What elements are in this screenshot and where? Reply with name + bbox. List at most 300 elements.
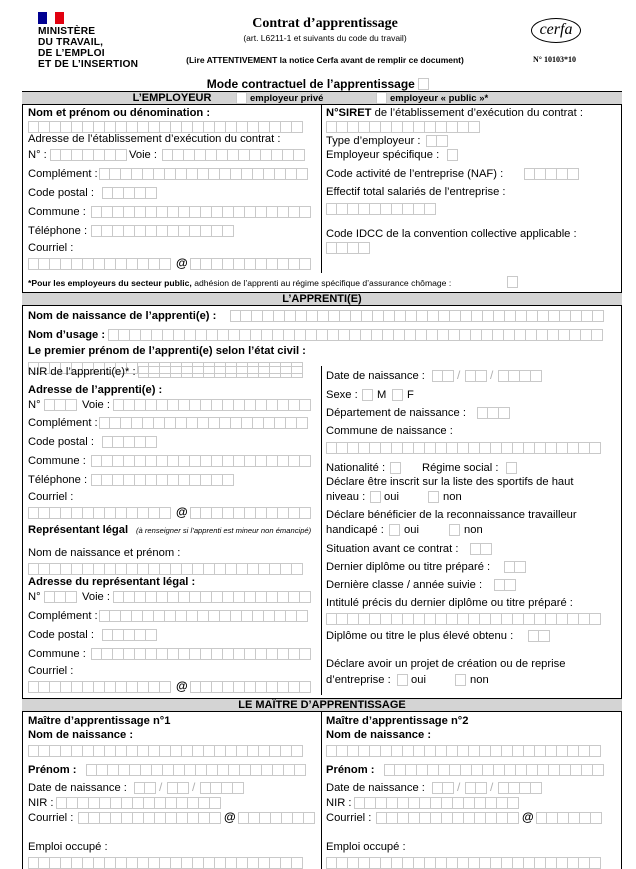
char-box	[61, 507, 72, 519]
char-box	[226, 857, 237, 869]
char-box	[486, 797, 497, 809]
public-employer-checkbox[interactable]	[376, 92, 387, 104]
char-box	[267, 648, 278, 660]
handicap-yes-checkbox[interactable]	[389, 524, 400, 536]
char-box	[425, 613, 436, 625]
situation-field[interactable]	[470, 543, 492, 555]
char-box	[165, 168, 176, 180]
apprentice-number-label: N°	[28, 399, 41, 411]
char-box	[248, 745, 259, 757]
employer-email-domain-field[interactable]	[190, 258, 311, 270]
char-box	[557, 745, 568, 757]
char-box	[289, 648, 300, 660]
char-box	[267, 258, 278, 270]
char-box	[163, 329, 174, 341]
char-box	[28, 121, 39, 133]
char-box	[83, 149, 94, 161]
char-box	[362, 310, 373, 322]
char-box	[289, 507, 300, 519]
apprentice-street-field[interactable]	[113, 399, 311, 411]
char-box	[289, 681, 300, 693]
employer-type-field[interactable]	[426, 135, 448, 147]
nationality-field[interactable]	[390, 462, 401, 474]
apprentice-usage-name-field[interactable]	[108, 329, 603, 341]
unemployment-regime-field[interactable]	[507, 276, 518, 288]
char-box	[157, 399, 168, 411]
char-box	[124, 399, 135, 411]
char-box	[262, 329, 273, 341]
char-box	[502, 745, 513, 757]
apprentice-complement-label: Complément :	[28, 417, 98, 429]
char-box	[403, 442, 414, 454]
char-box	[242, 610, 253, 622]
char-box	[359, 745, 370, 757]
char-box	[187, 168, 198, 180]
employer-name-field[interactable]	[28, 121, 303, 133]
char-box	[89, 812, 100, 824]
char-box	[94, 258, 105, 270]
char-box	[234, 399, 245, 411]
private-employer-checkbox[interactable]	[236, 92, 247, 104]
char-box	[212, 455, 223, 467]
char-box	[505, 310, 516, 322]
rep-complement-field[interactable]	[99, 610, 308, 622]
char-box	[105, 149, 116, 161]
char-box	[135, 648, 146, 660]
char-box	[196, 329, 207, 341]
apprentice-nir-field[interactable]	[138, 366, 303, 378]
char-box	[56, 797, 67, 809]
char-box	[229, 329, 240, 341]
birth-day-field[interactable]	[432, 370, 454, 382]
char-box	[116, 149, 127, 161]
char-box	[184, 149, 195, 161]
char-box	[292, 121, 303, 133]
master1-job-label: Emploi occupé :	[28, 841, 108, 853]
char-box	[163, 764, 174, 776]
char-box	[149, 745, 160, 757]
char-box	[264, 610, 275, 622]
char-box	[359, 242, 370, 254]
athlete-no-label: non	[443, 491, 462, 503]
ministry-logo	[38, 12, 158, 70]
master1-email-at: @	[224, 810, 236, 824]
char-box	[425, 745, 436, 757]
char-box	[590, 442, 601, 454]
char-box	[50, 507, 61, 519]
char-box	[89, 797, 100, 809]
handicap-label: Déclare bénéficier de la reconnaissance travailleur	[326, 509, 577, 521]
char-box	[414, 442, 425, 454]
char-box	[83, 563, 94, 575]
char-box	[443, 370, 454, 382]
sex-label: Sexe :	[326, 389, 358, 401]
char-box	[387, 797, 398, 809]
char-box	[195, 149, 206, 161]
char-box	[144, 797, 155, 809]
char-box	[138, 121, 149, 133]
rep-commune-label: Commune :	[28, 648, 86, 660]
char-box	[245, 591, 256, 603]
apprentice-birth-name-field[interactable]	[230, 310, 604, 322]
char-box	[160, 857, 171, 869]
char-box	[127, 258, 138, 270]
char-box	[326, 203, 337, 215]
master2-email-local-field[interactable]	[376, 812, 519, 824]
char-box	[449, 329, 460, 341]
master1-birth-name-field[interactable]	[28, 745, 303, 757]
master1-birth-month-field[interactable]	[167, 782, 189, 794]
rep-street-field[interactable]	[113, 591, 311, 603]
char-box	[337, 613, 348, 625]
rep-number-field[interactable]	[44, 591, 77, 603]
employer-street-field[interactable]	[162, 149, 305, 161]
apprentice-complement-field[interactable]	[99, 417, 308, 429]
master2-email-label: Courriel :	[326, 812, 372, 824]
char-box	[223, 399, 234, 411]
highest-diploma-field[interactable]	[528, 630, 550, 642]
contract-mode-box[interactable]	[418, 78, 429, 90]
staff-field[interactable]	[326, 203, 436, 215]
char-box	[66, 399, 77, 411]
char-box	[538, 310, 549, 322]
char-box	[403, 121, 414, 133]
char-box	[86, 764, 97, 776]
char-box	[28, 681, 39, 693]
idcc-field[interactable]	[326, 242, 370, 254]
date-separator: /	[457, 780, 461, 794]
char-box	[146, 399, 157, 411]
char-box	[376, 812, 387, 824]
char-box	[28, 507, 39, 519]
rep-name-field[interactable]	[28, 563, 303, 575]
char-box	[237, 121, 248, 133]
char-box	[99, 610, 110, 622]
char-box	[483, 310, 494, 322]
handicap-label-2: handicapé :	[326, 524, 384, 536]
char-box	[442, 812, 453, 824]
rep-commune-field[interactable]	[91, 648, 311, 660]
rep-postal-field[interactable]	[102, 629, 157, 641]
char-box	[204, 745, 215, 757]
last-title-field[interactable]	[326, 613, 601, 625]
char-box	[168, 206, 179, 218]
naf-field[interactable]	[524, 168, 579, 180]
char-box	[234, 591, 245, 603]
char-box	[256, 648, 267, 660]
char-box	[138, 745, 149, 757]
char-box	[259, 857, 270, 869]
siret-field[interactable]	[326, 121, 480, 133]
idcc-label: Code IDCC de la convention collective applicable :	[326, 228, 577, 240]
char-box	[273, 329, 284, 341]
rep-email-domain-field[interactable]	[190, 681, 311, 693]
char-box	[146, 648, 157, 660]
char-box	[535, 442, 546, 454]
ministry-line: MINISTÈRE	[38, 26, 96, 37]
char-box	[210, 812, 221, 824]
master2-email-domain-field[interactable]	[536, 812, 602, 824]
char-box	[278, 591, 289, 603]
char-box	[539, 630, 550, 642]
char-box	[190, 474, 201, 486]
char-box	[292, 563, 303, 575]
char-box	[94, 745, 105, 757]
apprentice-number-field[interactable]	[44, 399, 77, 411]
char-box	[39, 745, 50, 757]
nationality-label: Nationalité :	[326, 462, 386, 474]
char-box	[179, 206, 190, 218]
last-class-field[interactable]	[494, 579, 516, 591]
char-box	[102, 455, 113, 467]
specific-employer-field[interactable]	[447, 149, 458, 161]
char-box	[182, 121, 193, 133]
master2-first-name-field[interactable]	[384, 764, 604, 776]
char-box	[387, 812, 398, 824]
char-box	[212, 507, 223, 519]
char-box	[370, 857, 381, 869]
legal-rep-note: (à renseigner si l’apprenti est mineur non émancipé)	[136, 526, 312, 535]
sex-female-checkbox[interactable]	[392, 389, 403, 401]
char-box	[113, 436, 124, 448]
master2-birth-name-field[interactable]	[326, 745, 601, 757]
char-box	[491, 613, 502, 625]
employer-street-label: Voie :	[129, 149, 157, 161]
char-box	[190, 681, 201, 693]
master1-job-field[interactable]	[28, 857, 303, 869]
char-box	[193, 366, 204, 378]
char-box	[143, 610, 154, 622]
char-box	[215, 121, 226, 133]
employer-email-local-field[interactable]	[28, 258, 171, 270]
char-box	[581, 329, 592, 341]
char-box	[179, 399, 190, 411]
char-box	[432, 782, 443, 794]
char-box	[381, 613, 392, 625]
char-box	[502, 857, 513, 869]
char-box	[130, 764, 141, 776]
apprentice-email-domain-field[interactable]	[190, 507, 311, 519]
char-box	[278, 455, 289, 467]
master2-birth-day-field[interactable]	[432, 782, 454, 794]
apprentice-nir-label: NIR de l’apprenti(e)* :	[28, 366, 136, 378]
employer-complement-field[interactable]	[99, 168, 308, 180]
master2-birth-year-field[interactable]	[498, 782, 542, 794]
char-box	[458, 442, 469, 454]
char-box	[267, 681, 278, 693]
char-box	[289, 258, 300, 270]
birth-year-field[interactable]	[498, 370, 542, 382]
char-box	[508, 797, 519, 809]
master1-first-name-field[interactable]	[86, 764, 306, 776]
char-box	[121, 417, 132, 429]
char-box	[502, 442, 513, 454]
athlete-no-checkbox[interactable]	[428, 491, 439, 503]
char-box	[61, 563, 72, 575]
char-box	[124, 455, 135, 467]
char-box	[190, 455, 201, 467]
char-box	[135, 206, 146, 218]
handicap-no-label: non	[464, 524, 483, 536]
char-box	[267, 591, 278, 603]
char-box	[100, 812, 111, 824]
apprentice-birth-date-label: Date de naissance :	[326, 370, 425, 382]
char-box	[403, 203, 414, 215]
last-diploma-field[interactable]	[504, 561, 526, 573]
master2-nir-field[interactable]	[354, 797, 519, 809]
char-box	[113, 187, 124, 199]
employer-postal-field[interactable]	[102, 187, 157, 199]
char-box	[524, 745, 535, 757]
char-box	[476, 370, 487, 382]
char-box	[176, 168, 187, 180]
char-box	[300, 507, 311, 519]
char-box	[453, 812, 464, 824]
char-box	[339, 329, 350, 341]
project-yes-checkbox[interactable]	[397, 674, 408, 686]
char-box	[146, 206, 157, 218]
char-box	[432, 370, 443, 382]
rep-email-at: @	[176, 679, 188, 693]
handicap-no-checkbox[interactable]	[449, 524, 460, 536]
char-box	[146, 591, 157, 603]
char-box	[437, 135, 448, 147]
char-box	[326, 745, 337, 757]
master1-nir-label: NIR :	[28, 797, 54, 809]
birth-commune-field[interactable]	[326, 442, 601, 454]
char-box	[297, 168, 308, 180]
char-box	[527, 764, 538, 776]
char-box	[201, 591, 212, 603]
apprentice-postal-field[interactable]	[102, 436, 157, 448]
char-box	[215, 366, 226, 378]
char-box	[568, 857, 579, 869]
char-box	[281, 857, 292, 869]
employer-phone-field[interactable]	[91, 225, 234, 237]
employer-number-field[interactable]	[50, 149, 127, 161]
char-box	[259, 366, 270, 378]
char-box	[135, 591, 146, 603]
char-box	[110, 417, 121, 429]
char-box	[72, 507, 83, 519]
apprentice-commune-field[interactable]	[91, 455, 311, 467]
char-box	[127, 857, 138, 869]
char-box	[111, 797, 122, 809]
sex-male-checkbox[interactable]	[362, 389, 373, 401]
char-box	[187, 417, 198, 429]
char-box	[458, 121, 469, 133]
char-box	[300, 258, 311, 270]
employer-commune-field[interactable]	[91, 206, 311, 218]
char-box	[480, 613, 491, 625]
char-box	[348, 203, 359, 215]
char-box	[108, 764, 119, 776]
char-box	[504, 329, 515, 341]
birth-month-field[interactable]	[465, 370, 487, 382]
employer-commune-label: Commune :	[28, 206, 86, 218]
master1-birth-day-field[interactable]	[134, 782, 156, 794]
char-box	[212, 399, 223, 411]
employer-band	[22, 91, 622, 105]
char-box	[72, 563, 83, 575]
char-box	[91, 474, 102, 486]
birth-commune-label: Commune de naissance :	[326, 425, 453, 437]
master1-birth-year-field[interactable]	[200, 782, 244, 794]
master1-nir-field[interactable]	[56, 797, 221, 809]
employer-name-label: Nom et prénom ou dénomination :	[28, 107, 211, 119]
apprentice-email-local-field[interactable]	[28, 507, 171, 519]
char-box	[593, 764, 604, 776]
apprentice-usage-name-label: Nom d’usage :	[28, 329, 106, 341]
char-box	[167, 782, 178, 794]
char-box	[270, 857, 281, 869]
char-box	[212, 474, 223, 486]
char-box	[61, 745, 72, 757]
apprentice-divider	[321, 366, 322, 695]
char-box	[44, 399, 55, 411]
char-box	[350, 329, 361, 341]
birth-dept-field[interactable]	[477, 407, 510, 419]
rep-email-local-field[interactable]	[28, 681, 171, 693]
char-box	[491, 442, 502, 454]
char-box	[281, 745, 292, 757]
char-box	[497, 812, 508, 824]
char-box	[524, 857, 535, 869]
apprentice-phone-field[interactable]	[91, 474, 234, 486]
char-box	[292, 857, 303, 869]
employer-heading: L’EMPLOYEUR	[132, 92, 212, 104]
char-box	[116, 563, 127, 575]
char-box	[182, 857, 193, 869]
char-box	[493, 329, 504, 341]
char-box	[281, 366, 292, 378]
char-box	[337, 857, 348, 869]
char-box	[256, 455, 267, 467]
naf-label: Code activité de l’entreprise (NAF) :	[326, 168, 504, 180]
char-box	[245, 206, 256, 218]
social-regime-field[interactable]	[506, 462, 517, 474]
char-box	[185, 764, 196, 776]
char-box	[157, 455, 168, 467]
char-box	[498, 782, 509, 794]
master2-job-field[interactable]	[326, 857, 601, 869]
char-box	[102, 225, 113, 237]
business-project-label-2: d’entreprise :	[326, 674, 391, 686]
char-box	[527, 310, 538, 322]
char-box	[141, 329, 152, 341]
char-box	[116, 857, 127, 869]
char-box	[259, 563, 270, 575]
master2-birth-month-field[interactable]	[465, 782, 487, 794]
master1-email-local-field[interactable]	[78, 812, 221, 824]
char-box	[475, 797, 486, 809]
char-box	[201, 206, 212, 218]
char-box	[283, 149, 294, 161]
master1-email-domain-field[interactable]	[238, 812, 315, 824]
char-box	[284, 764, 295, 776]
char-box	[406, 310, 417, 322]
char-box	[293, 812, 304, 824]
char-box	[173, 149, 184, 161]
char-box	[149, 857, 160, 869]
char-box	[326, 121, 337, 133]
char-box	[351, 310, 362, 322]
char-box	[228, 149, 239, 161]
project-no-checkbox[interactable]	[455, 674, 466, 686]
char-box	[199, 812, 210, 824]
char-box	[111, 812, 122, 824]
athlete-yes-checkbox[interactable]	[370, 491, 381, 503]
